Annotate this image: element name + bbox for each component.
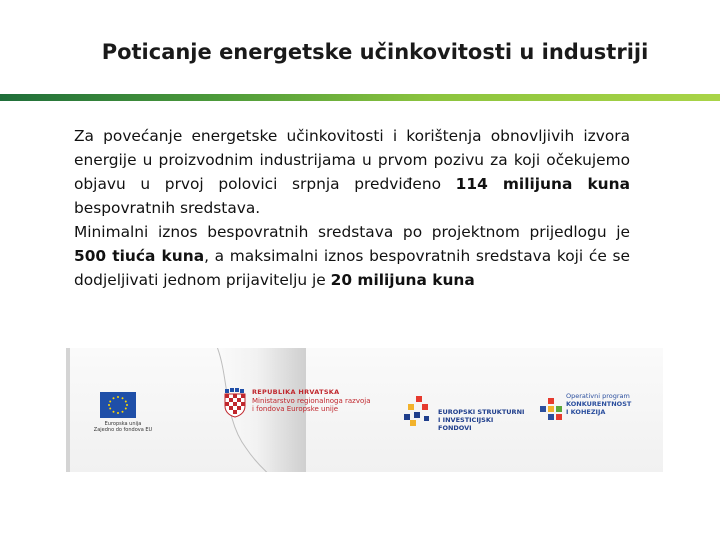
esif-name [438,408,528,432]
esif-squares-icon [404,396,436,428]
op-line-1: Operativni program [566,392,630,400]
paragraph-1-amount: 114 milijuna kuna [455,175,630,193]
slide-title: Poticanje energetske učinkovitosti u industriji [101,40,649,64]
funding-logos-banner [66,348,663,472]
paragraph-1 [74,124,630,220]
ministry-name [252,388,402,414]
slide-body [74,124,630,292]
op-squares-icon [540,398,564,422]
title-underline-bar [0,94,720,101]
esif-line-2: I INVESTICIJSKI FONDOVI [438,416,494,432]
op-name [566,392,646,416]
paragraph-2 [74,220,630,292]
op-line-2: KONKURENTNOST [566,400,632,408]
op-line-3: I KOHEZIJA [566,408,606,416]
ministry-line-2: Ministarstvo regionalnoga razvoja [252,396,371,405]
paragraph-1-text-b: bespovratnih sredstava. [74,199,261,217]
esif-line-1: EUROPSKI STRUKTURNI [438,408,525,416]
paragraph-1-text-a: Za povećanje energetske učinkovitosti i korištenja obnovljivih izvora energije u proizvodnim industrijama u prvom pozivu za koji očekujemo objavu u prvoj polovici srpnja predviđeno [74,127,630,193]
ministry-line-1: REPUBLIKA HRVATSKA [252,388,340,396]
eu-caption [88,421,158,433]
banner-edge-shadow [66,348,70,472]
eu-caption-line-2: Zajedno do fondova EU [93,427,153,433]
paragraph-2-text-a: Minimalni iznos bespovratnih sredstava po projektnom prijedlogu je [74,223,630,241]
eu-caption-line-1: Europska unija [104,421,142,427]
ministry-line-3: i fondova Europske unije [252,405,339,413]
paragraph-2-max-amount: 20 milijuna kuna [330,271,475,289]
eu-flag-icon [100,392,136,418]
croatian-coat-of-arms-icon [224,388,246,418]
paragraph-2-min-amount: 500 tiuća kuna [74,247,205,265]
paragraph-2-text-b: , a maksimalni iznos bespovratnih sredstava koji će se dodjeljivati jednom prijavitelju je [74,247,630,289]
